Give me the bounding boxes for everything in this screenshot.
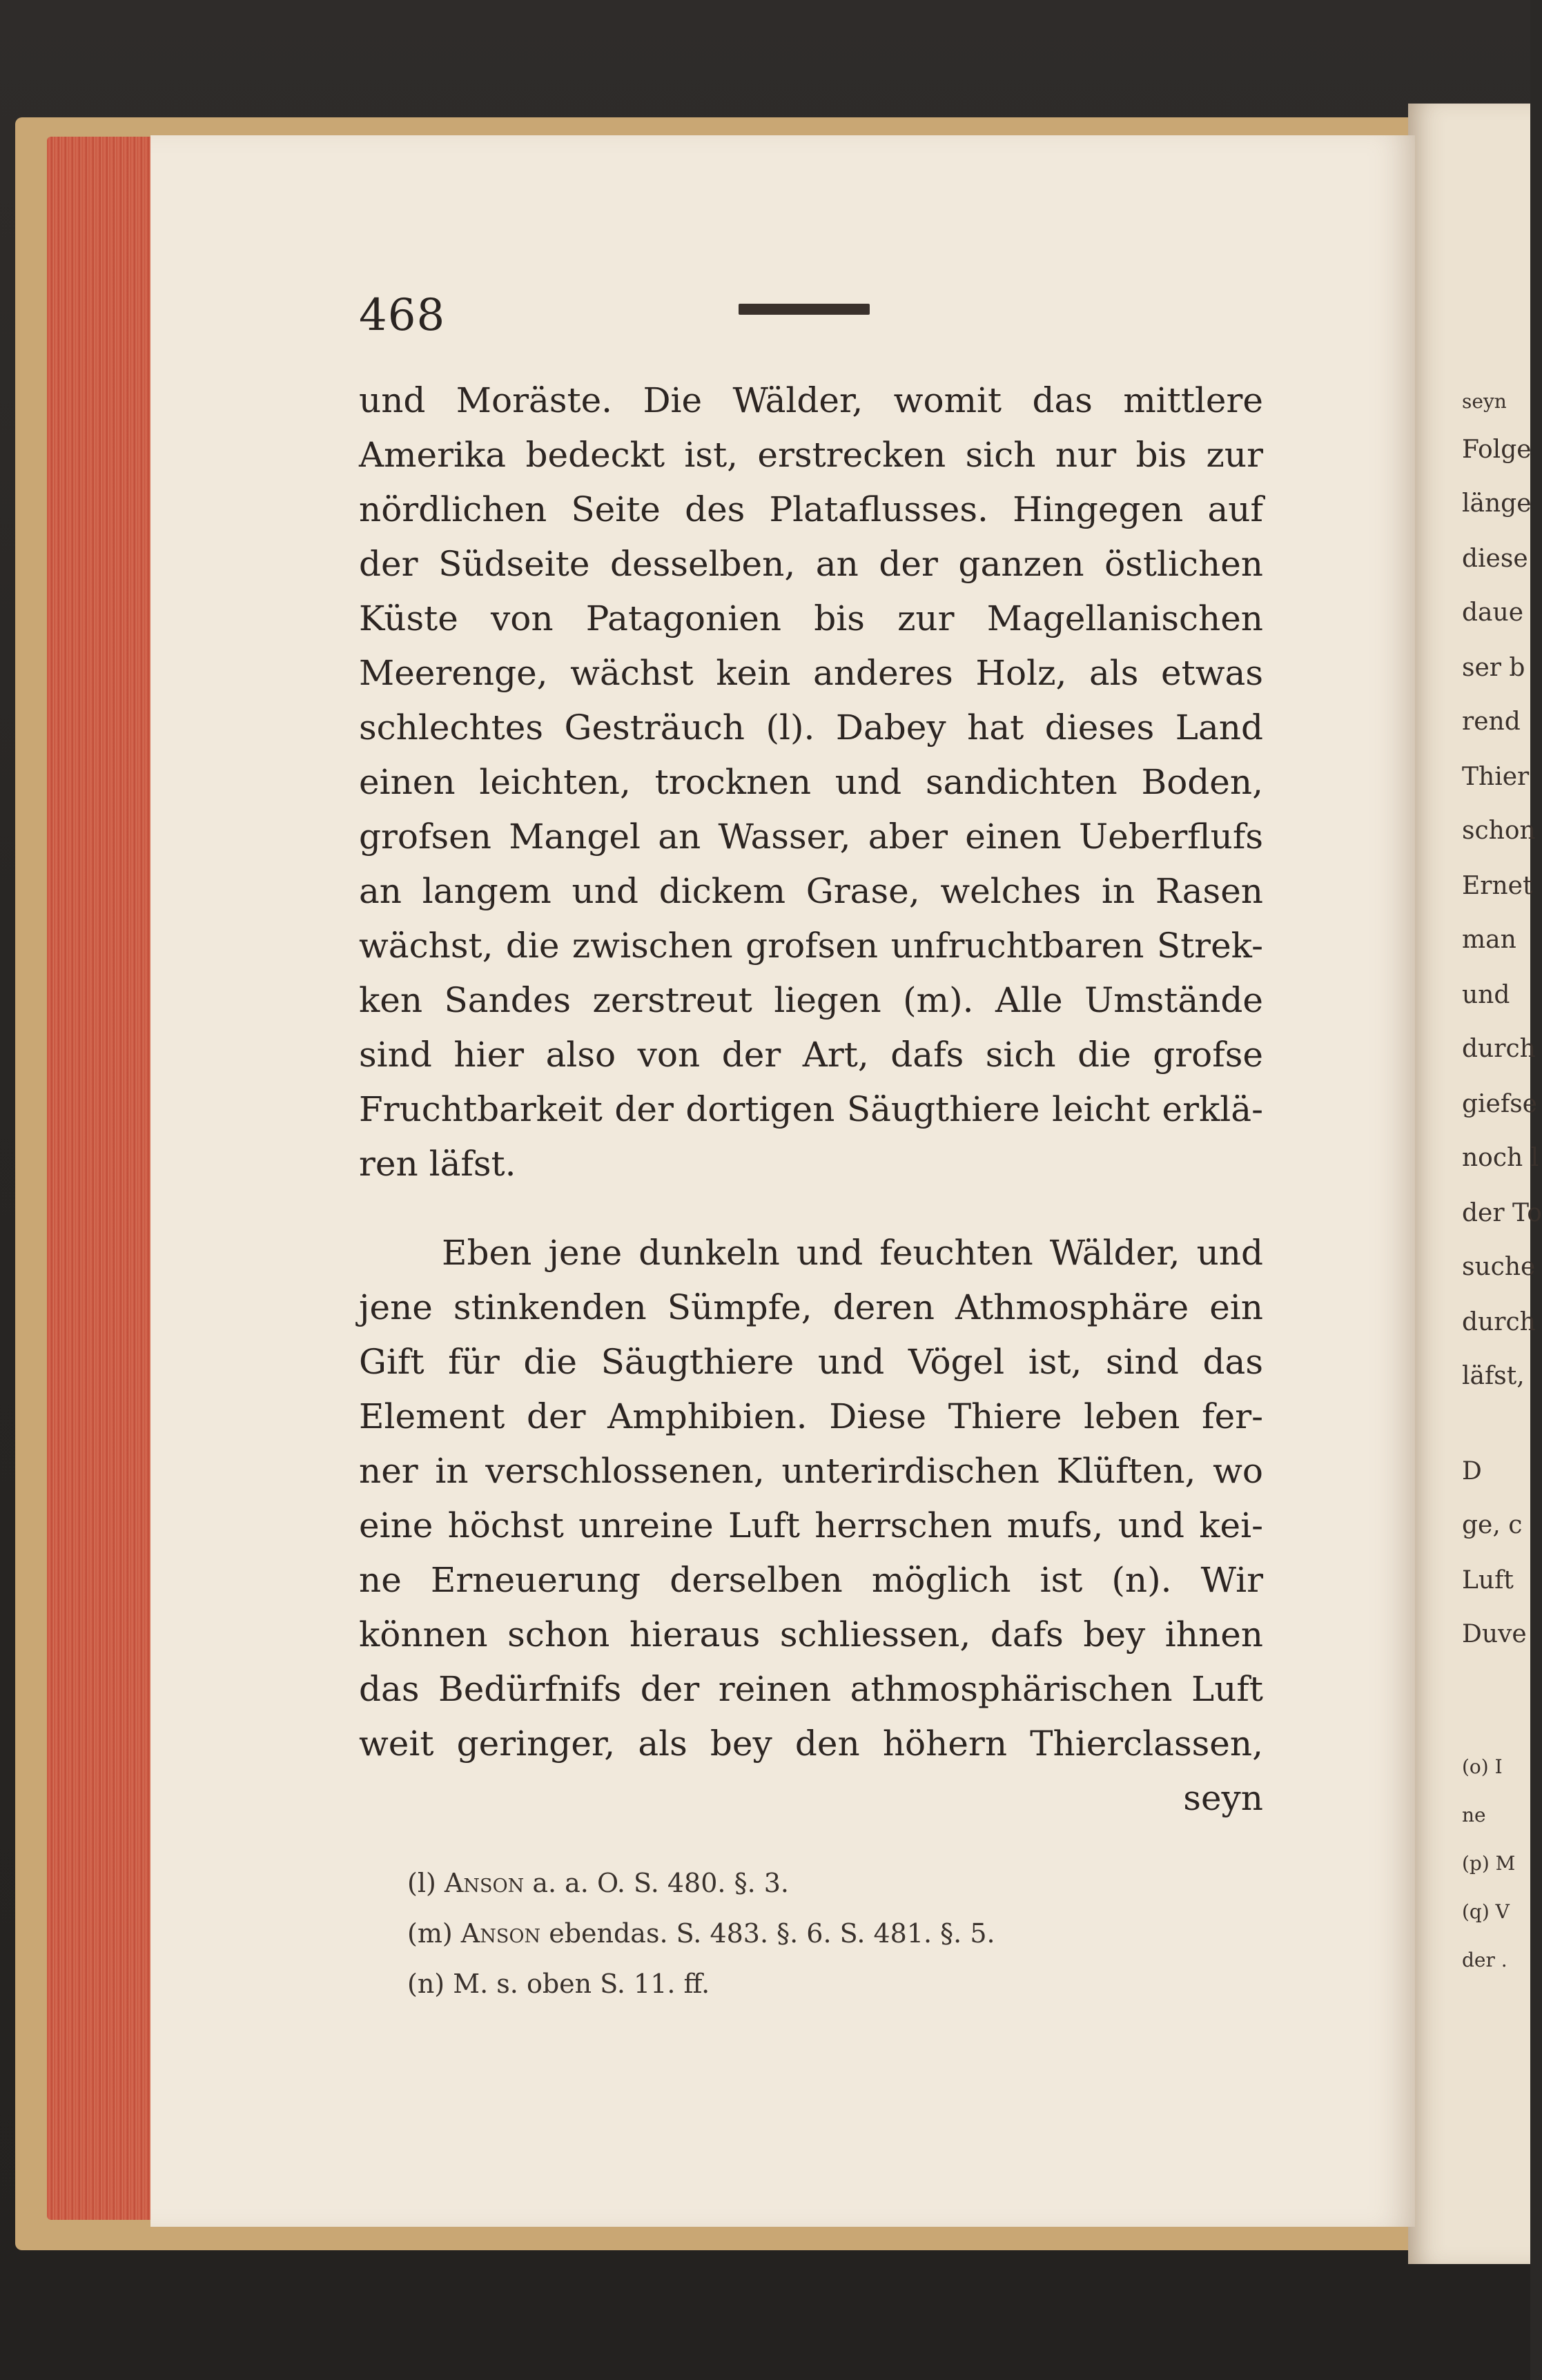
footnote-text: a. a. O. S. 480. §. 3. xyxy=(532,1868,789,1898)
text-line: jene stinkenden Sümpfe, deren Athmosphäre ein xyxy=(359,1287,1263,1327)
facing-page-fragment: der To xyxy=(1462,1199,1542,1227)
text-line: eine höchst unreine Luft herrschen mufs, und kei- xyxy=(359,1505,1263,1545)
text-line: grofsen Mangel an Wasser, aber einen Ueberflufs xyxy=(359,817,1263,857)
facing-page-fragment: ne xyxy=(1462,1804,1486,1826)
footnote-author: Anson xyxy=(444,1868,525,1898)
text-line: nördlichen Seite des Plataflusses. Hingegen auf xyxy=(359,489,1263,529)
text-line: Küste von Patagonien bis zur Magellanischen xyxy=(359,598,1263,638)
footnote-author: Anson xyxy=(460,1918,541,1949)
text-line: Amerika bedeckt ist, erstrecken sich nur bis zur xyxy=(359,435,1263,475)
text-line: sind hier also von der Art, dafs sich die grofse xyxy=(359,1035,1263,1075)
text-line: das Bedürfnifs der reinen athmosphärischen Luft xyxy=(359,1669,1263,1709)
facing-page-fragment: (p) M xyxy=(1462,1852,1516,1875)
facing-page-fragment: durch xyxy=(1462,1035,1536,1063)
facing-page-fragment: ge, c xyxy=(1462,1511,1523,1539)
facing-page-fragment: diese xyxy=(1462,545,1528,573)
facing-page-fragment: Ernet xyxy=(1462,872,1533,900)
text-line: ner in verschlossenen, unterirdischen Klüften, wo xyxy=(359,1451,1263,1491)
facing-page-fragment: suche xyxy=(1462,1253,1536,1281)
facing-page-fragment: rend xyxy=(1462,708,1521,736)
facing-page-fragment: der . xyxy=(1462,1949,1507,1971)
footnote-mark: (n) xyxy=(407,1969,445,1999)
text-line: weit geringer, als bey den höhern Thierclassen, xyxy=(359,1724,1263,1764)
facing-page-fragment: man xyxy=(1462,926,1516,954)
facing-page-fragment: noch l xyxy=(1462,1144,1539,1172)
facing-page-fragment: und xyxy=(1462,981,1510,1009)
facing-page-fragment: seyn xyxy=(1462,390,1507,413)
facing-page-fragment: läfst, xyxy=(1462,1362,1525,1390)
facing-page-fragment: (q) V xyxy=(1462,1900,1510,1923)
page-number: 468 xyxy=(359,290,446,341)
footnote-mark: (m) xyxy=(407,1918,453,1949)
facing-page-fragment: durch xyxy=(1462,1308,1536,1336)
text-line: einen leichten, trocknen und sandichten Boden, xyxy=(359,762,1263,802)
footnote-mark: (l) xyxy=(407,1868,436,1898)
footnote xyxy=(407,1968,710,2000)
facing-page-fragment: D xyxy=(1462,1457,1482,1485)
footnote xyxy=(407,1918,995,1949)
text-line: an langem und dickem Grase, welches in Rasen xyxy=(359,871,1263,911)
text-line: ne Erneuerung derselben möglich ist (n). Wir xyxy=(359,1560,1263,1600)
text-line: ken Sandes zerstreut liegen (m). Alle Umstände xyxy=(359,980,1263,1020)
footnote xyxy=(407,1867,789,1899)
page-fore-edge xyxy=(47,137,150,2220)
facing-page-fragment: giefse xyxy=(1462,1090,1537,1118)
facing-page xyxy=(1408,104,1542,2264)
text-line: Eben jene dunkeln und feuchten Wälder, und xyxy=(442,1233,1263,1273)
facing-page-fragment: schon xyxy=(1462,817,1536,845)
text-line: Element der Amphibien. Diese Thiere leben fer- xyxy=(359,1396,1263,1436)
footnote-text: ebendas. S. 483. §. 6. S. 481. §. 5. xyxy=(549,1918,995,1949)
facing-page-fragment: ser b xyxy=(1462,654,1525,682)
text-line: wächst, die zwischen grofsen unfruchtbaren Strek- xyxy=(359,926,1263,966)
facing-page-fragment: Duve xyxy=(1462,1620,1527,1648)
text-line: der Südseite desselben, an der ganzen östlichen xyxy=(359,544,1263,584)
facing-page-fragment: (o) I xyxy=(1462,1755,1503,1778)
footnote-text: M. s. oben S. 11. ff. xyxy=(453,1969,710,1999)
text-line: Fruchtbarkeit der dortigen Säugthiere leicht erklä- xyxy=(359,1089,1263,1129)
facing-page-fragment: Thier xyxy=(1462,763,1530,791)
text-line: Meerenge, wächst kein anderes Holz, als etwas xyxy=(359,653,1263,693)
facing-page-fragment: Luft xyxy=(1462,1566,1514,1594)
text-line: schlechtes Gesträuch (l). Dabey hat dieses Land xyxy=(359,708,1263,748)
text-line: und Moräste. Die Wälder, womit das mittlere xyxy=(359,380,1263,420)
text-line: Gift für die Säugthiere und Vögel ist, sind das xyxy=(359,1342,1263,1382)
header-ornament xyxy=(739,304,870,315)
facing-page-fragment: Folge xyxy=(1462,436,1532,464)
catchword: seyn xyxy=(1183,1778,1263,1818)
facing-page-fragment: länge xyxy=(1462,489,1532,518)
text-line: ren läfst. xyxy=(359,1144,516,1184)
facing-page-fragment: daue xyxy=(1462,598,1523,627)
text-line: können schon hieraus schliessen, dafs bey ihnen xyxy=(359,1615,1263,1655)
